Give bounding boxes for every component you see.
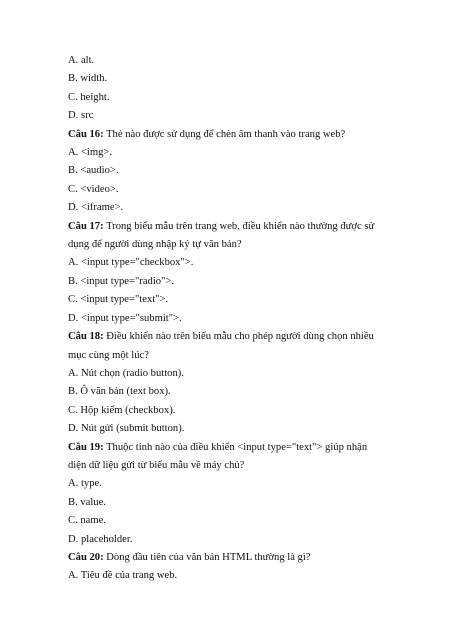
answer-option: A. Nút chọn (radio button). <box>68 367 184 379</box>
question-text: Thuộc tính nào của điều khiển <input type="text"> giúp nhận <box>106 441 368 453</box>
question-text: mục cùng một lúc? <box>68 349 149 361</box>
answer-option: D. <input type="submit">. <box>68 312 182 324</box>
answer-option: A. type. <box>68 478 102 490</box>
answer-option: C. <video>. <box>68 183 119 195</box>
answer-option: D. placeholder. <box>68 533 133 545</box>
answer-option: D. src <box>68 110 94 122</box>
answer-option: D. <iframe>. <box>68 202 124 214</box>
question-line <box>68 126 410 144</box>
question-label: Câu 19: <box>68 441 104 453</box>
answer-option: B. <input type="radio">. <box>68 275 175 287</box>
answer-option: C. Hộp kiểm (checkbox). <box>68 404 176 416</box>
answer-option: A. Tiêu đề của trang web. <box>68 570 178 582</box>
question-line <box>68 549 410 567</box>
answer-option: A. alt. <box>68 55 95 66</box>
question-line <box>68 218 410 236</box>
question-text: diện dữ liệu gửi từ biểu mẫu về máy chủ? <box>68 459 245 471</box>
question-text: Trong biểu mẫu trên trang web, điều khiển nào thường được sử <box>106 220 375 232</box>
answer-option: D. Nút gửi (submit button). <box>68 423 185 435</box>
answer-option: B. Ô văn bản (text box). <box>68 386 171 398</box>
question-text: Điều khiển nào trên biểu mẫu cho phép người dùng chọn nhiều <box>106 331 374 343</box>
question <box>68 218 410 255</box>
question <box>68 549 410 567</box>
question-label: Câu 20: <box>68 551 104 563</box>
answer-option: B. value. <box>68 496 106 508</box>
answer-option: A. <input type="checkbox">. <box>68 257 194 269</box>
question-text: dụng để người dùng nhập ký tự văn bản? <box>68 239 242 251</box>
quiz-content <box>68 52 410 586</box>
answer-option: A. <img>. <box>68 147 113 159</box>
answer-option: B. width. <box>68 73 108 85</box>
answer-option: C. name. <box>68 515 106 527</box>
question-text: Thẻ nào được sử dụng để chèn âm thanh vào trang web? <box>106 128 346 140</box>
answer-option: B. <audio>. <box>68 165 119 177</box>
question-label: Câu 18: <box>68 331 104 343</box>
question-label: Câu 16: <box>68 128 104 140</box>
question-text: Dòng đầu tiên của văn bản HTML thường là gì? <box>106 551 311 563</box>
question-line <box>68 328 410 346</box>
answer-option: C. <input type="text">. <box>68 294 169 306</box>
question <box>68 126 410 144</box>
question-line <box>68 236 410 254</box>
question-line <box>68 347 410 365</box>
question <box>68 439 410 476</box>
question-label: Câu 17: <box>68 220 104 232</box>
question <box>68 328 410 365</box>
question-line <box>68 439 410 457</box>
answer-option: C. height. <box>68 91 110 103</box>
question-line <box>68 457 410 475</box>
